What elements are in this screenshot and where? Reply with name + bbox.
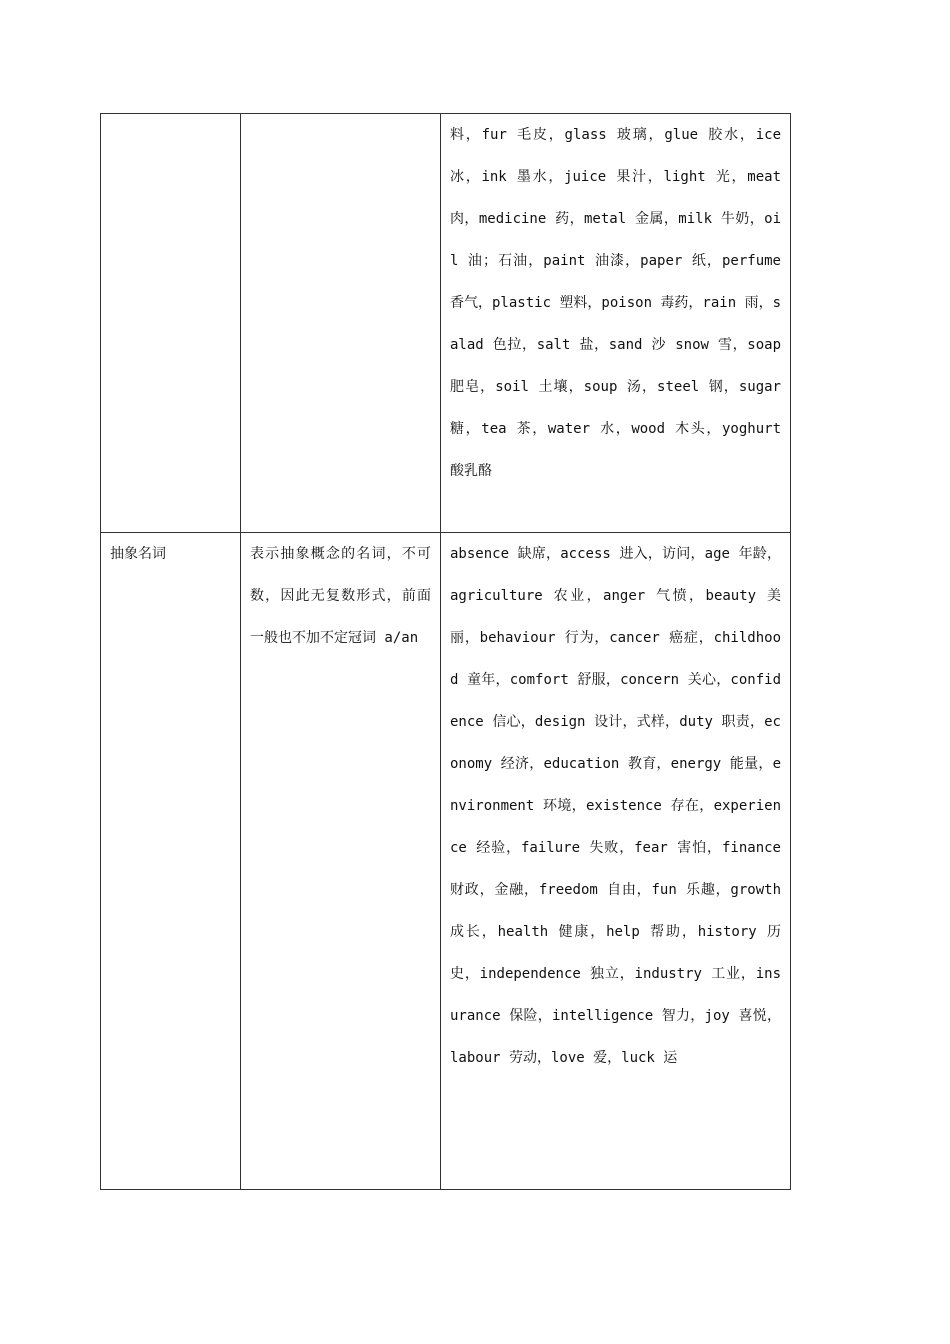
- examples-cell: [441, 114, 791, 533]
- noun-table: [100, 113, 791, 1190]
- description-text: 表示抽象概念的名词，不可数，因此无复数形式，前面一般也不加不定冠词 a/an: [250, 546, 431, 646]
- examples-cell: [441, 533, 791, 1190]
- table-row: [101, 533, 791, 1190]
- examples-text: 料，fur 毛皮，glass 玻璃，glue 胶水，ice 冰，ink 墨水，juice 果汁，light 光，meat 肉，medicine 药，metal 金属，milk 牛奶，oil 油；石油，paint 油漆，paper 纸，perfume 香气，plastic 塑料，poison 毒药，rain 雨，salad 色拉，salt 盐，sand 沙 snow 雪，soap 肥皂，soil 土壤，soup 汤，steel 钢，sugar 糖，tea 茶，water 水，wood 木头，yoghurt 酸乳酪: [450, 127, 782, 479]
- examples-text: absence 缺席，access 进入，访问，age 年龄，agriculture 农业，anger 气愤，beauty 美丽，behaviour 行为，cancer 癌症，childhood 童年，comfort 舒服，concern 关心，confidence 信心，design 设计，式样，duty 职责，economy 经济，education 教育，energy 能量，environment 环境，existence 存在，experience 经验，failure 失败，fear 害怕，finance 财政，金融，freedom 自由，fun 乐趣，growth 成长，health 健康，help 帮助，history 历史，independence 独立，industry 工业，insurance 保险，intelligence 智力，joy 喜悦，labour 劳动，love 爱，luck 运: [450, 546, 781, 1066]
- description-cell: [241, 533, 441, 1190]
- category-cell: [101, 114, 241, 533]
- category-text: 抽象名词: [110, 546, 166, 562]
- description-cell: [241, 114, 441, 533]
- table-row: [101, 114, 791, 533]
- category-cell: [101, 533, 241, 1190]
